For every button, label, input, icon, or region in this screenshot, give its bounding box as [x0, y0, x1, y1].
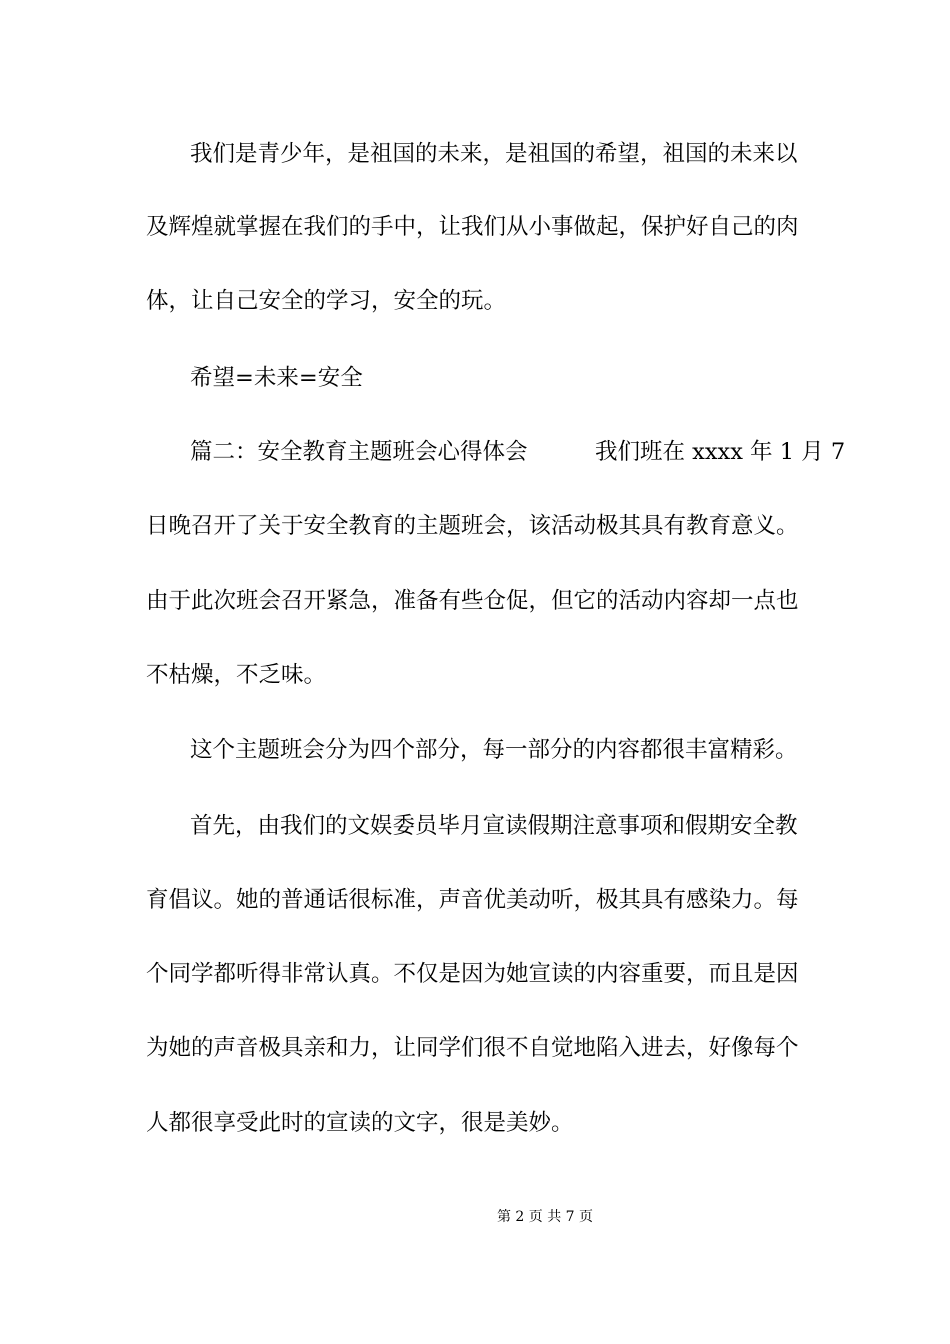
paragraph-line: 篇二：安全教育主题班会心得体会 我们班在 xxxx 年 1 月 7 [190, 439, 846, 465]
paragraph-line: 不枯燥，不乏味。 [146, 662, 327, 688]
paragraph-line: 日晚召开了关于安全教育的主题班会，该活动极其具有教育意义。 [146, 513, 799, 539]
paragraph-line: 为她的声音极具亲和力，让同学们很不自觉地陷入进去，好像每个 [146, 1035, 799, 1061]
paragraph-line: 体，让自己安全的学习，安全的玩。 [146, 288, 507, 314]
page-number-footer: 第 2 页 共 7 页 [496, 1209, 594, 1225]
paragraph-line: 希望=未来=安全 [190, 365, 363, 391]
paragraph-line: 个同学都听得非常认真。不仅是因为她宣读的内容重要，而且是因 [146, 961, 799, 987]
paragraph-line: 首先，由我们的文娱委员毕月宣读假期注意事项和假期安全教 [190, 813, 798, 839]
paragraph-line: 由于此次班会召开紧急，准备有些仓促，但它的活动内容却一点也 [146, 588, 799, 614]
paragraph-line: 人都很享受此时的宣读的文字，很是美妙。 [146, 1110, 574, 1136]
paragraph-line: 这个主题班会分为四个部分，每一部分的内容都很丰富精彩。 [190, 737, 798, 763]
paragraph-line: 我们是青少年，是祖国的未来，是祖国的希望，祖国的未来以 [190, 141, 798, 167]
paragraph-line: 及辉煌就掌握在我们的手中，让我们从小事做起，保护好自己的肉 [146, 214, 799, 240]
paragraph-line: 育倡议。她的普通话很标准，声音优美动听，极其具有感染力。每 [146, 887, 799, 913]
